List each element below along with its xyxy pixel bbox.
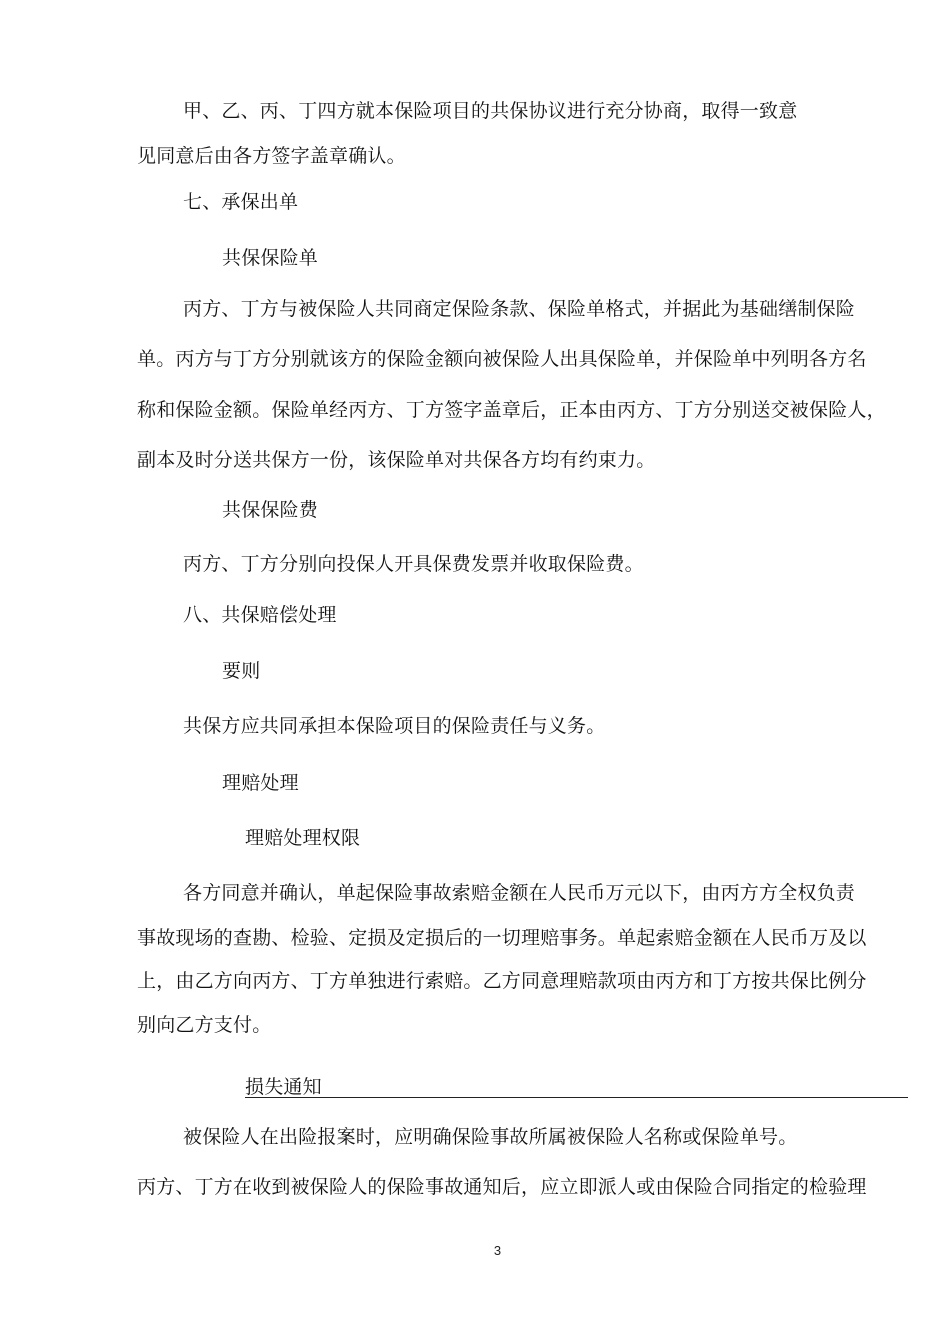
paragraph-line: 各方同意并确认，单起保险事故索赔金额在人民币万元以下，由丙方方全权负责 — [183, 882, 856, 904]
subsection-heading: 共保保险费 — [222, 499, 319, 521]
page-number: 3 — [493, 1243, 502, 1258]
paragraph-line: 上，由乙方向丙方、丁方单独进行索赔。乙方同意理赔款项由丙方和丁方按共保比例分 — [137, 970, 867, 992]
paragraph-line: 丙方、丁方在收到被保险人的保险事故通知后，应立即派人或由保险合同指定的检验理 — [137, 1176, 867, 1198]
paragraph-line: 丙方、丁方与被保险人共同商定保险条款、保险单格式，并据此为基础缮制保险 — [183, 298, 856, 320]
subsection-heading: 理赔处理 — [222, 772, 299, 794]
paragraph-line: 见同意后由各方签字盖章确认。 — [137, 145, 406, 167]
section-heading: 八、共保赔偿处理 — [183, 604, 337, 626]
paragraph-line: 被保险人在出险报案时，应明确保险事故所属被保险人名称或保险单号。 — [183, 1126, 798, 1148]
sub-subsection-heading: 理赔处理权限 — [245, 827, 361, 849]
sub-subsection-heading: 损失通知 — [245, 1076, 322, 1098]
paragraph-line: 别向乙方支付。 — [137, 1014, 272, 1036]
paragraph-line: 副本及时分送共保方一份，该保险单对共保各方均有约束力。 — [137, 449, 656, 471]
subsection-heading: 要则 — [222, 660, 261, 682]
paragraph-line: 共保方应共同承担本保险项目的保险责任与义务。 — [183, 715, 606, 737]
section-heading: 七、承保出单 — [183, 191, 299, 213]
paragraph-line: 称和保险金额。保险单经丙方、丁方签字盖章后，正本由丙方、丁方分别送交被保险人， — [137, 399, 886, 421]
subsection-heading: 共保保险单 — [222, 247, 319, 269]
paragraph-line: 丙方、丁方分别向投保人开具保费发票并收取保险费。 — [183, 553, 644, 575]
paragraph-line: 单。丙方与丁方分别就该方的保险金额向被保险人出具保险单，并保险单中列明各方名 — [137, 348, 867, 370]
paragraph-line: 事故现场的查勘、检验、定损及定损后的一切理赔事务。单起索赔金额在人民币万及以 — [137, 927, 867, 949]
paragraph-line: 甲、乙、丙、丁四方就本保险项目的共保协议进行充分协商，取得一致意 — [183, 100, 798, 122]
heading-underline — [245, 1097, 908, 1098]
